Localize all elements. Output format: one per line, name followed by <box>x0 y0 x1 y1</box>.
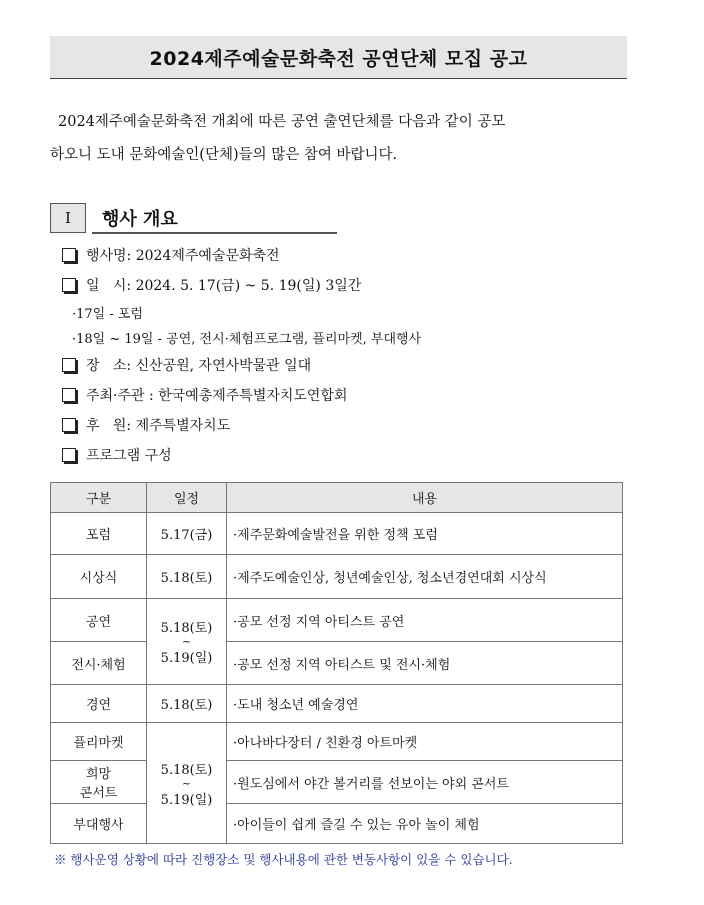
cell-category: 플리마켓 <box>51 723 147 761</box>
list-item <box>62 410 642 440</box>
header-content: 내용 <box>227 483 623 513</box>
checkbox-square-icon <box>62 388 76 402</box>
intro-line-1: 2024제주예술문화축전 개최에 따른 공연 출연단체를 다음과 같이 공모 <box>58 114 506 130</box>
list-item <box>62 350 642 380</box>
cell-date-span <box>147 599 227 685</box>
checkbox-square-icon <box>62 358 76 372</box>
cell-category <box>51 761 147 804</box>
cell-content: ·제주도예술인상, 청년예술인상, 청소년경연대회 시상식 <box>227 555 623 599</box>
checkbox-square-icon <box>62 248 76 262</box>
cell-content: ·아이들이 쉽게 즐길 수 있는 유아 놀이 체험 <box>227 804 623 844</box>
cell-content: ·원도심에서 야간 볼거리를 선보이는 야외 콘서트 <box>227 761 623 804</box>
category-line-2: 콘서트 <box>79 786 118 801</box>
list-item <box>62 270 642 300</box>
event-name: 행사명: 2024제주예술문화축전 <box>86 248 280 264</box>
cell-content: ·공모 선정 지역 아티스트 및 전시·체험 <box>227 642 623 685</box>
table-header-row <box>51 483 623 513</box>
cell-date: 5.18(토) <box>147 685 227 723</box>
table-row <box>51 599 623 642</box>
section-number: Ⅰ <box>50 203 86 233</box>
checkbox-square-icon <box>62 448 76 462</box>
page-title: 2024제주예술문화축전 공연단체 모집 공고 <box>149 47 528 70</box>
cell-category: 전시·체험 <box>51 642 147 685</box>
cell-content: ·제주문화예술발전을 위한 정책 포럼 <box>227 513 623 555</box>
checkbox-square-icon <box>62 278 76 292</box>
cell-content: ·도내 청소년 예술경연 <box>227 685 623 723</box>
cell-date-span <box>147 723 227 844</box>
date-tilde: ~ <box>181 635 192 648</box>
program-heading: 프로그램 구성 <box>86 448 172 464</box>
cell-category: 부대행사 <box>51 804 147 844</box>
event-sponsor: 후 원: 제주특별자치도 <box>86 418 231 434</box>
table-row <box>51 685 623 723</box>
cell-date: 5.17(금) <box>147 513 227 555</box>
header-schedule: 일정 <box>147 483 227 513</box>
list-item <box>62 380 642 410</box>
section-heading <box>50 202 178 234</box>
section-underline <box>92 232 337 234</box>
footnote: ※ 행사운영 상황에 따라 진행장소 및 행사내용에 관한 변동사항이 있을 수 있습니다. <box>54 852 513 867</box>
table-row <box>51 761 623 804</box>
table-row <box>51 555 623 599</box>
list-item <box>62 240 642 270</box>
header-category: 구분 <box>51 483 147 513</box>
checkbox-square-icon <box>62 418 76 432</box>
event-date: 일 시: 2024. 5. 17(금) ~ 5. 19(일) 3일간 <box>86 278 362 294</box>
cell-category: 공연 <box>51 599 147 642</box>
category-line-1: 희망 <box>85 767 112 782</box>
cell-content: ·아나바다장터 / 친환경 아트마켓 <box>227 723 623 761</box>
date-start: 5.18(토) <box>160 621 213 636</box>
cell-category: 경연 <box>51 685 147 723</box>
cell-date: 5.18(토) <box>147 555 227 599</box>
sub-item: ·18일 ~ 19일 - 공연, 전시·체험프로그램, 플리마켓, 부대행사 <box>72 332 422 347</box>
overview-list <box>62 240 642 470</box>
date-tilde: ~ <box>181 776 192 790</box>
cell-content: ·공모 선정 지역 아티스트 공연 <box>227 599 623 642</box>
table-row <box>51 723 623 761</box>
table-row <box>51 804 623 844</box>
sub-item: ·17일 - 포럼 <box>72 307 144 322</box>
table-row <box>51 642 623 685</box>
date-end: 5.19(일) <box>160 651 213 666</box>
date-start: 5.18(토) <box>160 762 213 778</box>
intro-paragraph <box>50 106 630 172</box>
title-bar <box>50 36 627 79</box>
list-item <box>62 440 642 470</box>
section-title: 행사 개요 <box>102 209 178 230</box>
program-table <box>50 482 623 844</box>
date-end: 5.19(일) <box>160 792 213 808</box>
intro-line-2: 하오니 도내 문화예술인(단체)들의 많은 참여 바랍니다. <box>50 147 398 163</box>
cell-category: 시상식 <box>51 555 147 599</box>
table-row <box>51 513 623 555</box>
event-place: 장 소: 신산공원, 자연사박물관 일대 <box>86 358 312 374</box>
event-host: 주최·주관 : 한국예총제주특별자치도연합회 <box>86 388 348 404</box>
cell-category: 포럼 <box>51 513 147 555</box>
